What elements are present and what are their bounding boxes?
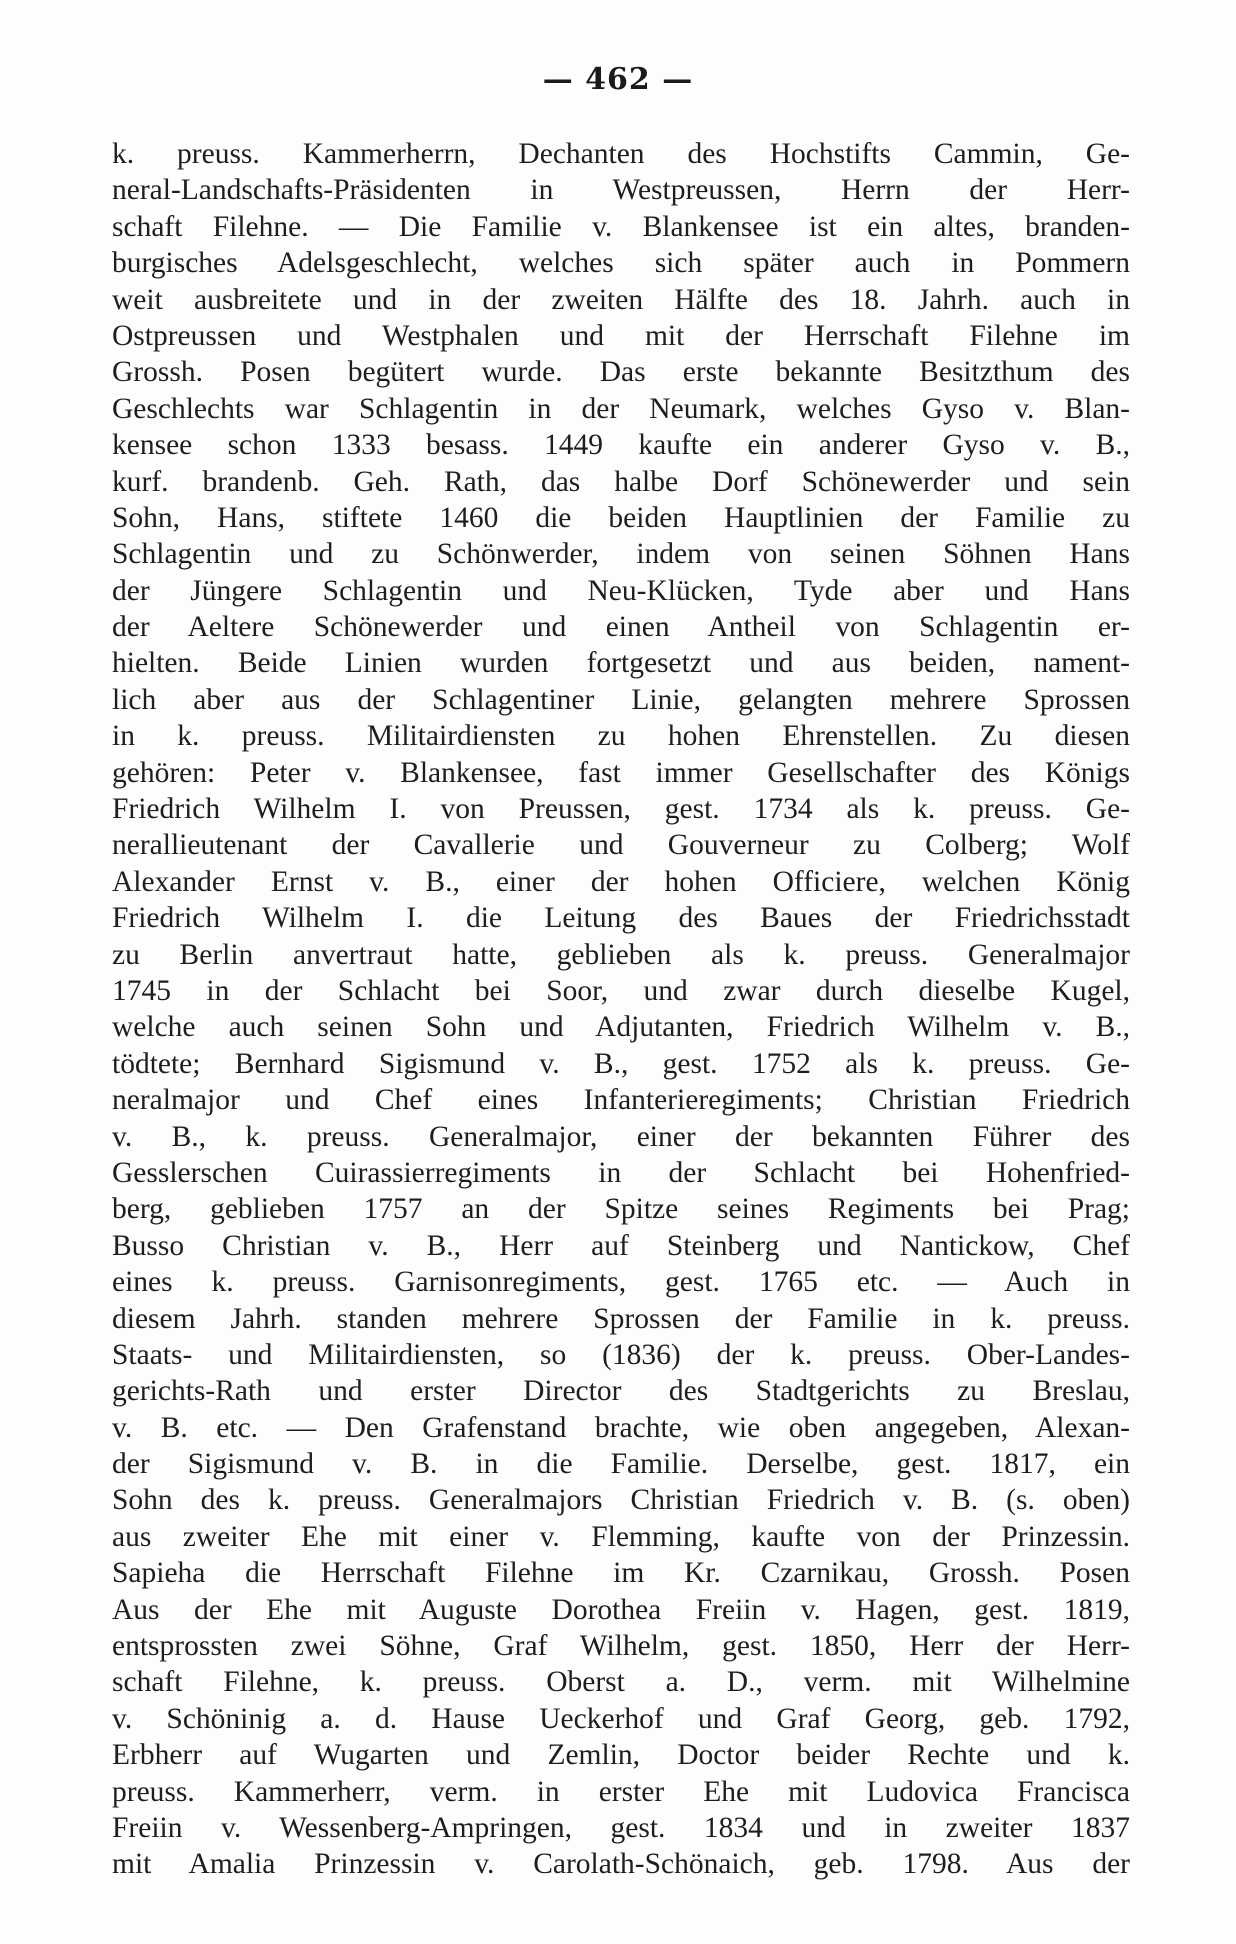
text-line: Busso Christian v. B., Herr auf Steinberg und Nantickow, Chef — [112, 1229, 1130, 1262]
text-line: tödtete; Bernhard Sigismund v. B., gest. 1752 als k. preuss. Ge- — [112, 1047, 1130, 1080]
text-line: Freiin v. Wessenberg-Ampringen, gest. 1834 und in zweiter 1837 — [112, 1811, 1130, 1844]
text-line: Sohn, Hans, stiftete 1460 die beiden Hauptlinien der Familie zu — [112, 501, 1130, 534]
text-line: welche auch seinen Sohn und Adjutanten, Friedrich Wilhelm v. B., — [112, 1011, 1130, 1044]
text-line: Grossh. Posen begütert wurde. Das erste bekannte Besitzthum des — [112, 356, 1130, 389]
text-line: Sohn des k. preuss. Generalmajors Christian Friedrich v. B. (s. oben) — [112, 1484, 1130, 1517]
text-line: kurf. brandenb. Geh. Rath, das halbe Dorf Schönewerder und sein — [112, 465, 1130, 498]
text-line: Staats- und Militairdiensten, so (1836) der k. preuss. Ober-Landes- — [112, 1338, 1130, 1371]
text-line: v. B., k. preuss. Generalmajor, einer der bekannten Führer des — [112, 1120, 1130, 1153]
text-line: preuss. Kammerherr, verm. in erster Ehe mit Ludovica Francisca — [112, 1775, 1130, 1808]
text-line: Ostpreussen und Westphalen und mit der Herrschaft Filehne im — [112, 319, 1130, 352]
text-line: entsprossten zwei Söhne, Graf Wilhelm, gest. 1850, Herr der Herr- — [112, 1630, 1130, 1663]
text-line: v. B. etc. — Den Grafenstand brachte, wie oben angegeben, Alexan- — [112, 1411, 1130, 1444]
text-line: 1745 in der Schlacht bei Soor, und zwar durch dieselbe Kugel, — [112, 974, 1130, 1007]
text-line: Friedrich Wilhelm I. von Preussen, gest. 1734 als k. preuss. Ge- — [112, 793, 1130, 826]
text-line: gehören: Peter v. Blankensee, fast immer Gesellschafter des Königs — [112, 756, 1130, 789]
text-line: eines k. preuss. Garnisonregiments, gest. 1765 etc. — Auch in — [112, 1266, 1130, 1299]
text-line: Alexander Ernst v. B., einer der hohen Officiere, welchen König — [112, 865, 1130, 898]
text-line: schaft Filehne. — Die Familie v. Blankensee ist ein altes, branden- — [112, 210, 1130, 243]
text-line: Sapieha die Herrschaft Filehne im Kr. Czarnikau, Grossh. Posen — [112, 1557, 1130, 1590]
text-line: zu Berlin anvertraut hatte, geblieben als k. preuss. Generalmajor — [112, 938, 1130, 971]
text-line: lich aber aus der Schlagentiner Linie, gelangten mehrere Sprossen — [112, 683, 1130, 716]
text-line: Erbherr auf Wugarten und Zemlin, Doctor beider Rechte und k. — [112, 1739, 1130, 1772]
text-line: diesem Jahrh. standen mehrere Sprossen der Familie in k. preuss. — [112, 1302, 1130, 1335]
text-line: der Sigismund v. B. in die Familie. Derselbe, gest. 1817, ein — [112, 1448, 1130, 1481]
text-line: Friedrich Wilhelm I. die Leitung des Baues der Friedrichsstadt — [112, 902, 1130, 935]
body-text — [112, 136, 1130, 1883]
text-line: weit ausbreitete und in der zweiten Hälfte des 18. Jahrh. auch in — [112, 283, 1130, 316]
text-line: schaft Filehne, k. preuss. Oberst a. D., verm. mit Wilhelmine — [112, 1666, 1130, 1699]
text-line: v. Schöninig a. d. Hause Ueckerhof und Graf Georg, geb. 1792, — [112, 1702, 1130, 1735]
text-line: der Jüngere Schlagentin und Neu-Klücken, Tyde aber und Hans — [112, 574, 1130, 607]
text-line: aus zweiter Ehe mit einer v. Flemming, kaufte von der Prinzessin. — [112, 1520, 1130, 1553]
text-line: k. preuss. Kammerherrn, Dechanten des Hochstifts Cammin, Ge- — [112, 138, 1130, 170]
text-line: burgisches Adelsgeschlecht, welches sich später auch in Pommern — [112, 247, 1130, 280]
text-line: der Aeltere Schönewerder und einen Antheil von Schlagentin er- — [112, 611, 1130, 644]
text-line: neral-Landschafts-Präsidenten in Westpreussen, Herrn der Herr- — [112, 174, 1130, 207]
text-line: berg, geblieben 1757 an der Spitze seines Regiments bei Prag; — [112, 1193, 1130, 1226]
text-line: Schlagentin und zu Schönwerder, indem von seinen Söhnen Hans — [112, 538, 1130, 571]
text-line: Aus der Ehe mit Auguste Dorothea Freiin v. Hagen, gest. 1819, — [112, 1593, 1130, 1626]
text-line: hielten. Beide Linien wurden fortgesetzt und aus beiden, nament- — [112, 647, 1130, 680]
text-line: nerallieutenant der Cavallerie und Gouverneur zu Colberg; Wolf — [112, 829, 1130, 862]
text-line: Geschlechts war Schlagentin in der Neumark, welches Gyso v. Blan- — [112, 392, 1130, 425]
page-number: — 462 — — [542, 62, 694, 97]
text-line: Gesslerschen Cuirassierregiments in der Schlacht bei Hohenfried- — [112, 1156, 1130, 1189]
text-line: gerichts-Rath und erster Director des Stadtgerichts zu Breslau, — [112, 1375, 1130, 1408]
text-line: in k. preuss. Militairdiensten zu hohen Ehrenstellen. Zu diesen — [112, 720, 1130, 753]
text-line: neralmajor und Chef eines Infanterieregiments; Christian Friedrich — [112, 1084, 1130, 1117]
text-line: kensee schon 1333 besass. 1449 kaufte ein anderer Gyso v. B., — [112, 429, 1130, 462]
text-line: mit Amalia Prinzessin v. Carolath-Schönaich, geb. 1798. Aus der — [112, 1848, 1130, 1881]
